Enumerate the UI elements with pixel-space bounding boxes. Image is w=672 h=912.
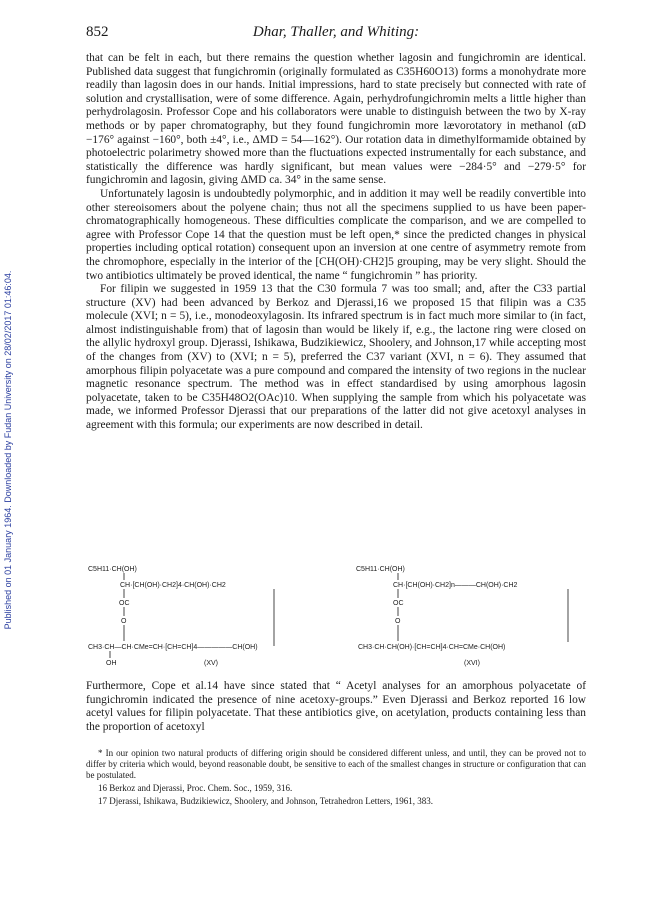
paragraph-2: Unfortunately lagosin is undoubtedly polymorphic, and in addition it may well be readily convertible into other stereoisomers about the polyene chain; thus not all the specimens supplied to us have been paper-chromatographically homogeneous. These difficulties complicate the comparison, and we are compelled to agree with Professor Cope 14 that the question must be left open,* since the predicted changes in physical properties including optical rotation) consequent upon an inversion at one centre of asymmetry remote from the chromophore, especially in the interior of the [CH(OH)·CH2]5 grouping, may be very slight. Should the two antibiotics ultimately be proved identical, the name “ fungichromin ” has priority. bbox=[86, 187, 586, 282]
download-notice-strip bbox=[2, 150, 14, 750]
xv-oxygen: O bbox=[121, 618, 127, 625]
running-title: Dhar, Thaller, and Whiting: bbox=[252, 24, 420, 40]
paragraph-4: Furthermore, Cope et al.14 have since stated that “ Acetyl analyses for an amorphous polyacetate of fungichromin indicated the presence of nine acetoxy-groups.” Even Djerassi and Berkoz reported 16 low acetyl values for filipin polyacetate. That these antibiotics give, on acetylation, products containing less than the proportion of acetoxyl bbox=[86, 680, 586, 733]
xv-bottom: CH3·CH—CH·CMe=CH·[CH=CH]4—————CH(OH) bbox=[88, 644, 258, 651]
xvi-top: C5H11·CH(OH) bbox=[356, 566, 405, 573]
body-text-lower bbox=[86, 680, 586, 734]
structure-xvi bbox=[356, 566, 568, 667]
download-notice: Published on 01 January 1964. Downloaded by Fudan University on 28/02/2017 01:46:04. bbox=[3, 270, 13, 630]
footnote-16: 16 Berkoz and Djerassi, Proc. Chem. Soc., 1959, 316. bbox=[98, 783, 293, 793]
footnotes bbox=[86, 748, 586, 809]
xv-carbonyl: OC bbox=[119, 600, 130, 607]
footnote-star: * In our opinion two natural products of differing origin should be considered different unless, and until, they can be proved not to differ by criteria which would, beyond reasonable doubt, be sensitive to each of the smallest changes in structure or configuration that can be postulated. bbox=[86, 748, 586, 780]
xv-label: (XV) bbox=[204, 660, 218, 667]
xvi-label: (XVI) bbox=[464, 660, 480, 667]
body-text-upper bbox=[86, 52, 586, 433]
structures-svg bbox=[86, 563, 586, 673]
paragraph-3: For filipin we suggested in 1959 13 that the C30 formula 7 was too small; and, after the C33 partial structure (XV) had been advanced by Berkoz and Djerassi,16 we proposed 15 that filipin was a C35 molecule (XVI; n = 5), i.e., monodeoxylagosin. Its infrared spectrum is in fact much more similar to (in fact, almost indistinguishable from) that of lagosin than would be likely if, e.g., the lactone ring were closed on the allylic hydroxyl group. Djerassi, Ishikawa, Budzikiewicz, Shoolery, and Johnson,17 while accepting most of the changes from (XV) to (XVI; n = 5), preferred the C37 variant (XVI, n = 6). They assumed that amorphous filipin polyacetate was a pure compound and compared the intensity of two regions in the nuclear magnetic resonance spectrum. The method was in effect standardised by using amorphous lagosin polyacetate, taken to be C35H48O2(OAc)10. When supplying the sample from which his polyacetate was made, we informed Professor Djerassi that our preparations of the latter did not give acetoxyl analyses in agreement with this formula; our experiments are now described in detail. bbox=[86, 283, 586, 432]
xv-top: C5H11·CH(OH) bbox=[88, 566, 137, 573]
page-number: 852 bbox=[86, 24, 109, 40]
footnote-17: 17 Djerassi, Ishikawa, Budzikiewicz, Shoolery, and Johnson, Tetrahedron Letters, 1961, 383. bbox=[98, 796, 434, 806]
xvi-carbonyl: OC bbox=[393, 600, 404, 607]
structural-formulae bbox=[86, 563, 586, 673]
structure-xv bbox=[88, 566, 274, 667]
xvi-oxygen: O bbox=[395, 618, 401, 625]
xv-hydroxyl: OH bbox=[106, 660, 117, 667]
xvi-chain: CH·[CH(OH)·CH2]n———CH(OH)·CH2 bbox=[393, 582, 518, 589]
page-header bbox=[86, 24, 586, 44]
xv-chain: CH·[CH(OH)·CH2]4·CH(OH)·CH2 bbox=[120, 582, 226, 589]
xvi-bottom: CH3·CH·CH(OH)·[CH=CH]4·CH=CMe·CH(OH) bbox=[358, 644, 506, 651]
paragraph-1: that can be felt in each, but there remains the question whether lagosin and fungichromin are identical. Published data suggest that fungichromin (originally formulated as C35H60O13) forms a monohydrate more readily than lagosin does in our hands. Initial impressions, hard to state precisely but connected with rate of solution and crystallisation, were of some difference. Again, perhydrofungichromin melts a little higher than perhydrolagosin. Professor Cope and his collaborators were unable to distinguish between the two by X-ray methods or by paper chromatography, but they found fungichromin more lævorotatory in methanol (αD −176° against −160°, both ±4°, i.e., ΔMD = 54—162°). Our rotation data in dimethylformamide obtained by photoelectric polarimetry showed more than the fluctuations expected instrumentally for each substance, and statistically the difference was hardly significant, but mean values were −284·5° and −279·5° for fungichromin and lagosin, giving ΔMD ca. 34° in the same sense. bbox=[86, 52, 586, 187]
